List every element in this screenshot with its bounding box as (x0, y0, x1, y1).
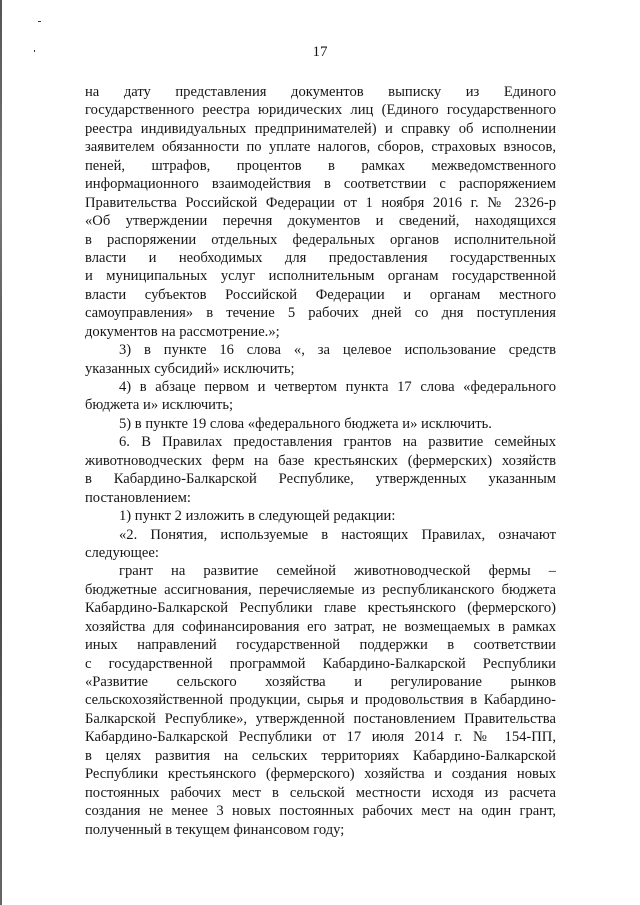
text-line: информационного взаимодействия в соответствии с распоряжением (85, 176, 556, 193)
text-line: реестра индивидуальных предпринимателей) и справку об исполнении (85, 120, 556, 137)
text-line: сельскохозяйственной продукции, сырья и продовольствия в Кабардино- (85, 692, 556, 709)
text-line: «2. Понятия, используемые в настоящих Правилах, означают (119, 526, 556, 543)
text-line: животноводческих ферм на базе крестьянских (фермерских) хозяйств (85, 452, 556, 469)
text-line: бюджета и» исключить; (85, 397, 234, 414)
text-line: хозяйства для софинансирования его затрат, не возмещаемых в рамках (85, 618, 556, 635)
text-line: бюджетные ассигнования, перечисляемые из республиканского бюджета (85, 581, 556, 598)
text-line: пеней, штрафов, процентов в рамках межведомственного (85, 157, 556, 174)
text-line: на дату представления документов выписку из Единого (85, 84, 556, 100)
text-line: власти и необходимых для предоставления государственных (85, 249, 556, 266)
text-line: Республики крестьянского (фермерского) хозяйства и создания новых (85, 766, 556, 783)
text-line: иных направлений государственной поддержки в соответствии (85, 637, 556, 654)
text-line: власти субъектов Российской Федерации и органам местного (85, 286, 556, 303)
text-line: «Развитие сельского хозяйства и регулирование рынков (85, 674, 556, 690)
text-line: и муниципальных услуг исполнительным органам государственной (85, 268, 556, 285)
text-line: государственного реестра юридических лиц (Единого государственного (85, 102, 556, 119)
text-line: 6. В Правилах предоставления грантов на развитие семейных (119, 434, 556, 451)
text-line: заявителем обязанности по уплате налогов, сборов, страховых взносов, (85, 139, 556, 156)
text-line: самоуправления» в течение 5 рабочих дней со дня поступления (85, 305, 556, 322)
text-line: грант на развитие семейной животноводческой фермы – (119, 563, 556, 580)
page-number: 17 (312, 44, 328, 60)
document-body (85, 83, 556, 839)
text-line: Кабардино-Балкарской Республики главе крестьянского (фермерского) (85, 600, 556, 617)
text-line: 3) в пункте 16 слова «, за целевое использование средств (119, 342, 556, 359)
text-line: указанных субсидий» исключить; (85, 360, 295, 377)
text-line: постоянных рабочих мест в сельской местности исходя из расчета (85, 784, 556, 801)
text-line: с государственной программой Кабардино-Балкарской Республики (85, 655, 556, 672)
text-line: в распоряжении отдельных федеральных органов исполнительной (85, 231, 556, 248)
text-line: 4) в абзаце первом и четвертом пункта 17 слова «федерального (119, 379, 556, 395)
text-line: 1) пункт 2 изложить в следующей редакции: (119, 508, 396, 525)
text-line: следующее: (85, 544, 159, 561)
text-line: Балкарской Республике», утвержденной постановлением Правительства (85, 710, 556, 727)
text-line: Правительства Российской Федерации от 1 ноября 2016 г. № 2326-р (85, 194, 556, 211)
text-line: «Об утверждении перечня документов и сведений, находящихся (85, 213, 556, 230)
text-line: 5) в пункте 19 слова «федерального бюджета и» исключить. (119, 415, 492, 432)
scan-edge (0, 0, 2, 905)
text-line: в целях развития на сельских территориях Кабардино-Балкарской (85, 747, 556, 764)
scan-mark (38, 21, 41, 22)
text-line: Кабардино-Балкарской Республики от 17 июля 2014 г. № 154-ПП, (85, 729, 556, 746)
text-line: в Кабардино-Балкарской Республике, утвержденных указанным (85, 471, 556, 488)
text-line: постановлением: (85, 489, 191, 506)
text-line: документов на рассмотрение.»; (85, 323, 280, 340)
text-line: полученный в текущем финансовом году; (85, 821, 345, 838)
text-line: создания не менее 3 новых постоянных рабочих мест на один грант, (85, 803, 556, 820)
